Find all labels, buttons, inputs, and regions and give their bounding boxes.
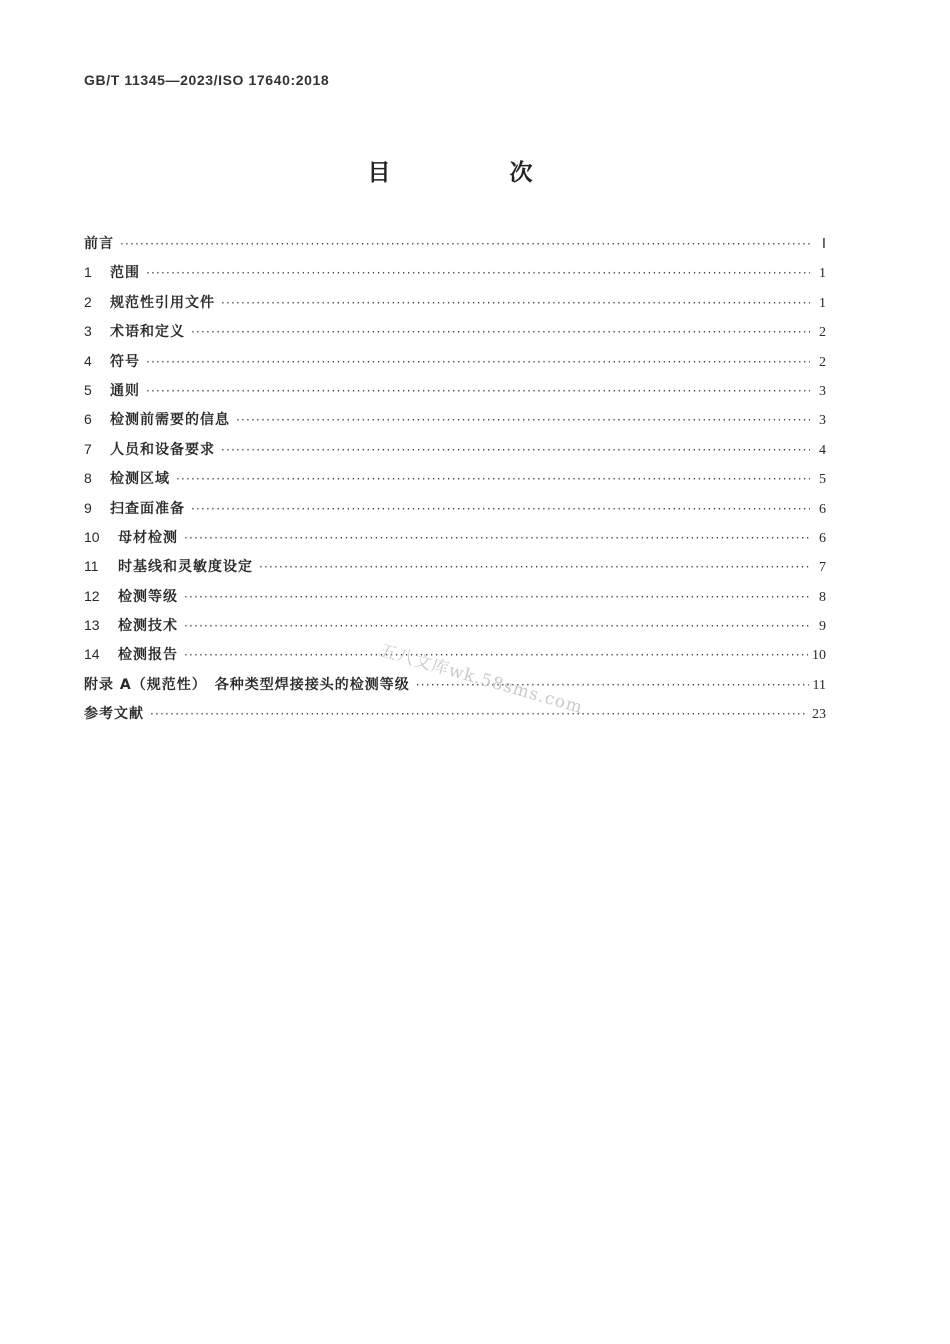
toc-entry-page: 2	[819, 325, 826, 341]
toc-title: 目 次	[367, 160, 581, 186]
toc-entry-number: 4	[84, 352, 92, 369]
dot-leader	[221, 296, 810, 310]
toc-entry-label: 检测技术	[118, 618, 178, 635]
toc-entry-2[interactable]	[84, 292, 826, 321]
dot-leader	[176, 472, 810, 486]
toc-entry-8[interactable]	[84, 468, 826, 497]
dot-leader	[150, 707, 808, 721]
dot-leader	[184, 619, 810, 633]
site-watermark: 五八文库wk.58sms.com	[377, 640, 586, 719]
toc-entry-3[interactable]	[84, 321, 826, 350]
toc-entry-6[interactable]	[84, 409, 826, 438]
toc-entry-page: Ⅰ	[821, 237, 826, 252]
toc-entry-label: 人员和设备要求	[110, 441, 215, 458]
toc-entry-bibliography[interactable]	[84, 703, 826, 732]
toc-entry-page: 4	[819, 442, 826, 458]
dot-leader	[191, 502, 810, 516]
toc-entry-page: 6	[819, 501, 826, 517]
toc-entry-label: 母材检测	[118, 529, 178, 546]
toc-entry-page: 10	[812, 648, 826, 664]
toc-entry-13[interactable]	[84, 615, 826, 644]
toc-entry-label: 规范性引用文件	[110, 294, 215, 311]
toc-entry-number: 5	[84, 381, 92, 398]
dot-leader	[191, 325, 810, 339]
toc-entry-page: 3	[819, 413, 826, 429]
toc-entry-label: 术语和定义	[110, 324, 185, 341]
toc-entry-number: 8	[84, 470, 92, 487]
toc-entry-page: 5	[819, 472, 826, 488]
toc-entry-number: 1	[84, 264, 92, 281]
dot-leader	[221, 443, 810, 457]
toc-entry-label: 符号	[110, 353, 140, 370]
toc-entry-label: 前言	[84, 236, 114, 252]
toc-entry-page: 8	[819, 589, 826, 605]
toc-entry-page: 23	[812, 707, 826, 723]
toc-entry-label: 时基线和灵敏度设定	[118, 559, 253, 576]
standard-code-header: GB/T 11345—2023/ISO 17640:2018	[84, 72, 330, 88]
dot-leader	[184, 531, 810, 545]
toc-entry-1[interactable]	[84, 262, 826, 291]
toc-entry-page: 7	[819, 560, 826, 576]
toc-entry-page: 3	[819, 383, 826, 399]
toc-entry-label: 检测区域	[110, 471, 170, 488]
toc-entry-page: 2	[819, 354, 826, 370]
toc-entry-number: 11	[84, 558, 99, 575]
toc-entry-label: 检测报告	[118, 647, 178, 664]
toc-entry-5[interactable]	[84, 380, 826, 409]
toc-entry-12[interactable]	[84, 586, 826, 615]
toc-entry-number: 2	[84, 293, 92, 310]
toc-entry-label: 扫查面准备	[110, 500, 185, 517]
dot-leader	[146, 266, 810, 280]
dot-leader	[146, 384, 810, 398]
toc-entry-10[interactable]	[84, 527, 826, 556]
dot-leader	[184, 590, 810, 604]
toc-entry-page: 1	[819, 266, 826, 282]
toc-entry-11[interactable]	[84, 556, 826, 585]
toc-entry-number: 3	[84, 323, 92, 340]
toc-entry-number: 14	[84, 646, 100, 663]
dot-leader	[146, 355, 810, 369]
toc-entry-9[interactable]	[84, 498, 826, 527]
toc-entry-page: 1	[819, 295, 826, 311]
toc-entry-page: 11	[812, 677, 826, 693]
toc-entry-number: 12	[84, 587, 100, 604]
toc-entry-label: 检测前需要的信息	[110, 412, 230, 429]
dot-leader	[259, 560, 810, 574]
toc-entry-number: 6	[84, 411, 92, 428]
toc-entry-page: 6	[819, 530, 826, 546]
toc-entry-number: 9	[84, 499, 92, 516]
toc-entry-4[interactable]	[84, 351, 826, 380]
dot-leader	[236, 413, 810, 427]
dot-leader	[120, 237, 810, 251]
toc-entry-page: 9	[819, 619, 826, 635]
dot-leader	[184, 648, 808, 662]
toc-entry-label: 附录 A（规范性） 各种类型焊接接头的检测等级	[84, 676, 410, 693]
toc-entry-7[interactable]	[84, 439, 826, 468]
toc-entry-label: 参考文献	[84, 706, 144, 723]
toc-entry-label: 范围	[110, 265, 140, 282]
toc-entry-foreword[interactable]	[84, 233, 826, 262]
toc-entry-label: 通则	[110, 382, 140, 399]
toc-entry-number: 13	[84, 617, 100, 634]
toc-entry-number: 10	[84, 528, 100, 545]
toc-entry-number: 7	[84, 440, 92, 457]
toc-entry-label: 检测等级	[118, 588, 178, 605]
